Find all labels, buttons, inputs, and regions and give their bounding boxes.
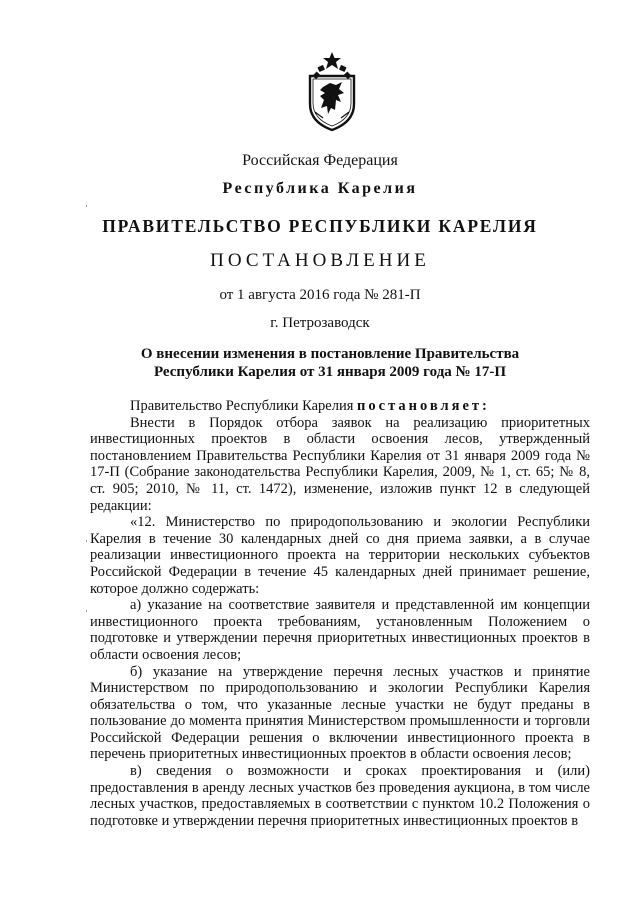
intro-paragraph [90,398,590,415]
title-line-1: О внесении изменения в постановление Правительства [140,346,520,362]
scan-dot [86,205,87,207]
document-body [90,398,590,829]
paragraph-2: «12. Министерство по природопользованию и экологии Республики Карелия в течение 30 календарных дней со дня приема заявки, а в случае реализации инвестиционного проекта на территории нескольких субъектов Российской Федерации в течение 45 календарных дней принимает решение, которое должно содержать: [90,514,590,597]
republic-name: Республика Карелия [222,180,418,197]
document-type: ПОСТАНОВЛЕНИЕ [210,250,430,271]
paragraph-4: б) указание на утверждение перечня лесных участков и принятие Министерством по природопользованию и экологии Республики Карелия обязательства о том, что указанные лесные участки не будут преданы в пользование до момента принятия Министерством промышленности и торговли Российской Федерации решения о включении инвестиционного проекта в перечень приоритетных инвестиционных проектов в области освоения лесов; [90,663,590,763]
paragraph-3: а) указание на соответствие заявителя и представленной им концепции инвестиционного проекта требованиям, установленным Положением о подготовке и утверждении перечня приоритетных инвестиционных проектов в области освоения лесов; [90,597,590,663]
title-line-2: Республики Карелия от 31 января 2009 года № 17-П [153,364,507,380]
document-date: от 1 августа 2016 года № 281-П [219,287,421,303]
document-title [120,345,540,381]
scan-dot [86,610,87,612]
government-name: ПРАВИТЕЛЬСТВО РЕСПУБЛИКИ КАРЕЛИЯ [102,216,538,236]
paragraph-5: в) сведения о возможности и сроках проектирования и (или) предоставления в аренду лесных участков без проведения аукциона, в том числе лесных участков, предоставляемых в соответствии с пунктом 10.2 Положения о подготовке и утверждении перечня приоритетных инвестиционных проектов в [90,763,590,829]
document-city: г. Петрозаводск [270,315,370,331]
scan-dot [86,540,87,542]
intro-lead: Правительство Республики Карелия [130,398,358,414]
country-name: Российская Федерация [242,152,398,169]
karelia-coat-of-arms-icon [303,52,361,132]
intro-verb: постановляет: [357,398,490,414]
paragraph-1: Внести в Порядок отбора заявок на реализацию приоритетных инвестиционных проектов в области освоения лесов, утвержденный постановлением Правительства Республики Карелия от 31 января 2009 года № 17-П (Собрание законодательства Республики Карелия, 2009, № 1, ст. 65; № 8, ст. 905; 2010, № 11, ст. 1472), изменение, изложив пункт 12 в следующей редакции: [90,414,590,514]
